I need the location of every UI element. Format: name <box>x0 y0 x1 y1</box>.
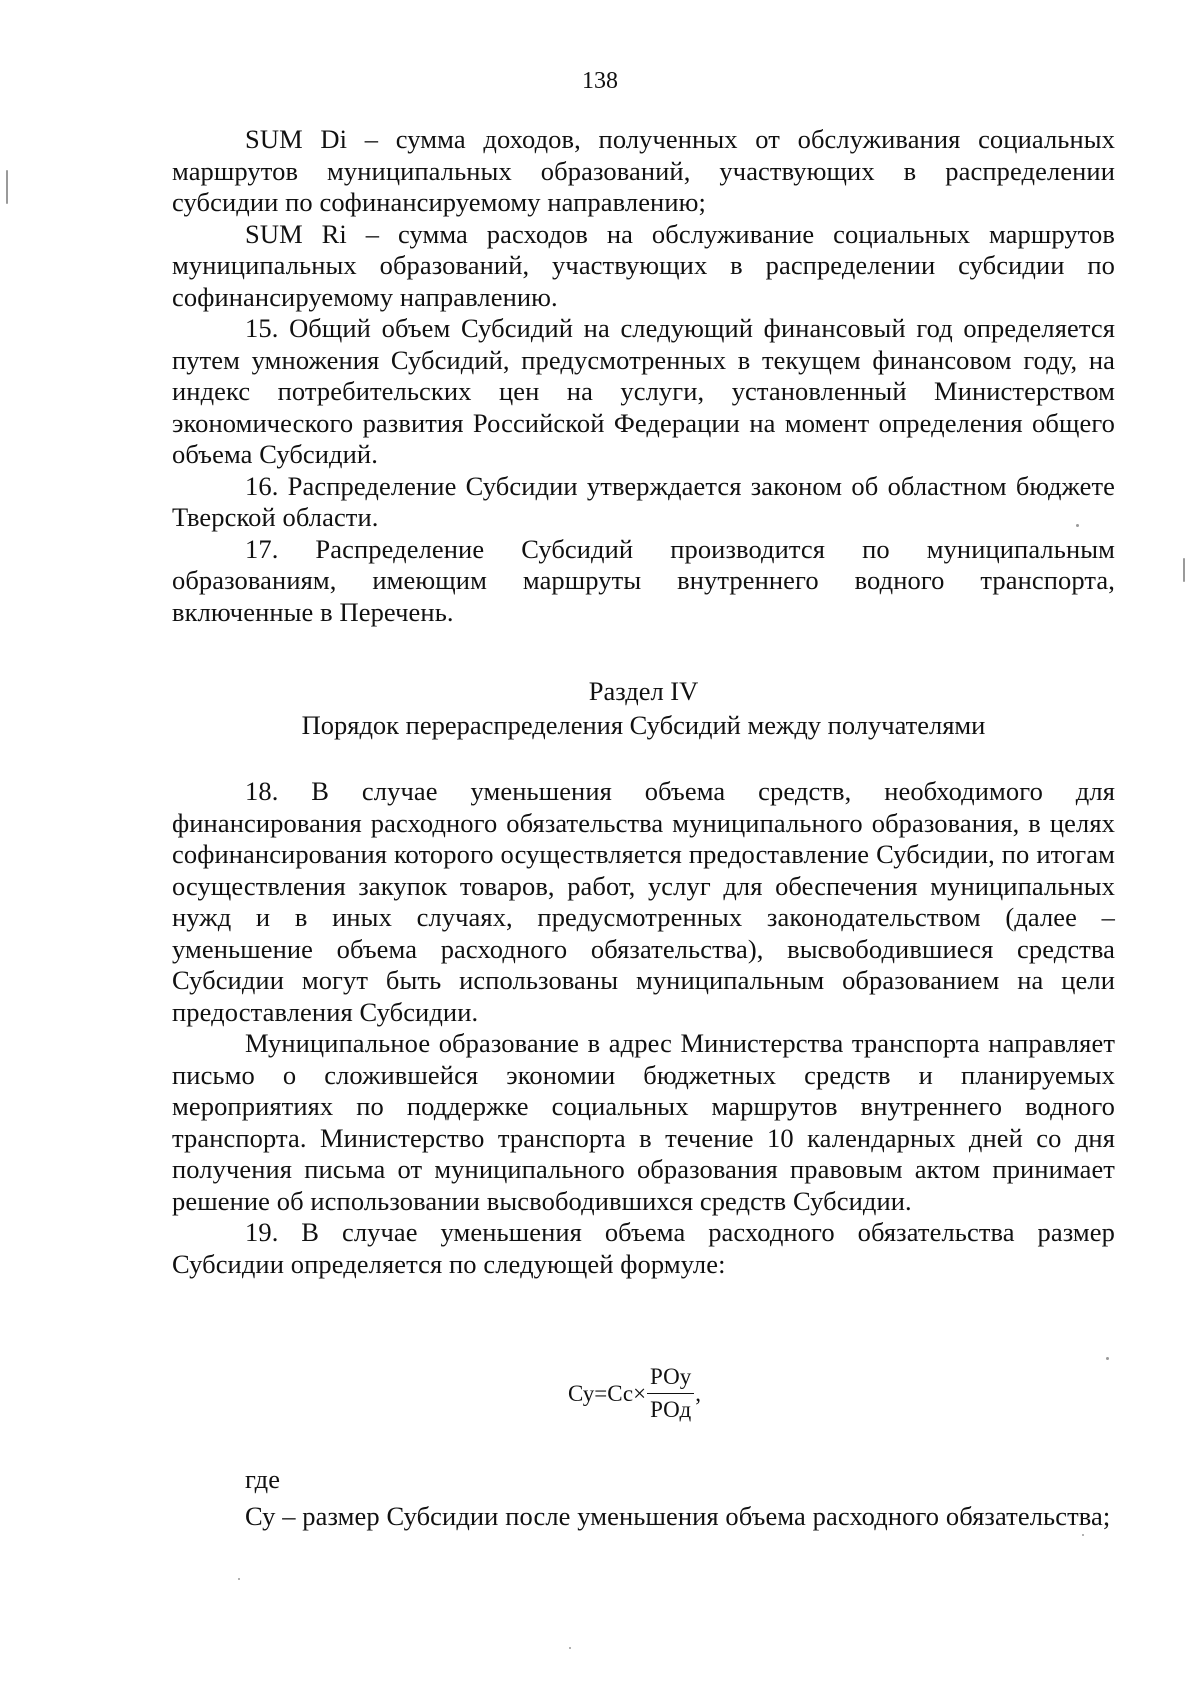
paragraph-sum-ri: SUM Ri – сумма расходов на обслуживание социальных маршрутов муниципальных образований, участвующих в распределении субсидии по софинансируемому направлению. <box>172 218 1115 312</box>
paragraph-16: 16. Распределение Субсидии утверждается законом об областном бюджете Тверской области. <box>172 470 1115 532</box>
scan-speck <box>238 1578 240 1580</box>
formula-fraction <box>647 1364 694 1423</box>
definition-su: Су – размер Субсидии после уменьшения объема расходного обязательства; <box>245 1500 1111 1531</box>
scan-speck <box>1106 1357 1109 1360</box>
formula-lhs: Су=Сс× <box>568 1380 647 1406</box>
body-text-block <box>172 124 1115 628</box>
section-title: Порядок перераспределения Субсидий между получателями <box>301 709 986 740</box>
section-number: Раздел IV <box>588 676 699 706</box>
section-body-block <box>172 776 1115 1280</box>
scan-speck <box>569 1647 571 1649</box>
subsidy-formula <box>568 1364 701 1423</box>
scan-speck <box>1076 524 1079 527</box>
paragraph-18: 18. В случае уменьшения объема средств, необходимого для финансирования расходного обязательства муниципального образования, в целях софинансирования которого осуществляется предоставление Субсидии, по итогам осуществления закупок товаров, работ, услуг для обеспечения муниципальных нужд и в иных случаях, предусмотренных законодательством (далее – уменьшение объема расходного обязательства), высвободившиеся средства Субсидии могут быть использованы муниципальным образованием на цели предоставления Субсидии. <box>172 776 1115 1027</box>
paragraph-19: 19. В случае уменьшения объема расходного обязательства размер Субсидии определяется по следующей формуле: <box>172 1217 1115 1279</box>
paragraph-sum-di: SUM Di – сумма доходов, полученных от обслуживания социальных маршрутов муниципальных образований, участвующих в распределении субсидии по софинансируемому направлению; <box>172 124 1115 217</box>
formula-denominator: РОд <box>650 1397 692 1422</box>
paragraph-17: 17. Распределение Субсидий производится по муниципальным образованиям, имеющим маршруты внутреннего водного транспорта, включенные в Перечень. <box>172 533 1115 627</box>
paragraph-15: 15. Общий объем Субсидий на следующий финансовый год определяется путем умножения Субсидий, предусмотренных в текущем финансовом году, на индекс потребительских цен на услуги, установленный Министерством экономического развития Российской Федерации на момент определения общего объема Субсидий. <box>172 313 1115 469</box>
paragraph-18-continued: Муниципальное образование в адрес Министерства транспорта направляет письмо о сложившейся экономии бюджетных средств и планируемых мероприятиях по поддержке социальных маршрутов внутреннего водного транспорта. Министерство транспорта в течение 10 календарных дней со дня получения письма от муниципального образования правовым актом принимает решение об использовании высвободившихся средств Субсидии. <box>172 1028 1115 1216</box>
scan-edge-mark <box>6 170 8 204</box>
definitions-block <box>172 1464 1115 1532</box>
formula-trailing: , <box>695 1380 701 1406</box>
scan-edge-mark <box>1183 558 1185 582</box>
scan-speck <box>1082 1534 1084 1536</box>
where-label: где <box>245 1464 281 1494</box>
section-heading-block <box>172 676 1115 741</box>
page-number: 138 <box>582 68 618 94</box>
formula-numerator: РОу <box>647 1364 694 1394</box>
